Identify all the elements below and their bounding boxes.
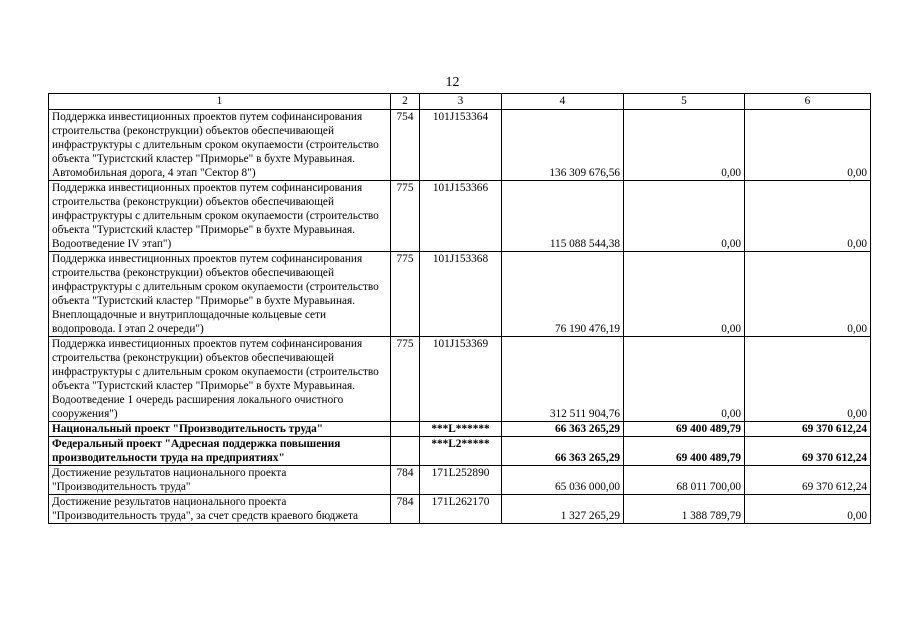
row-value-5-cell: 0,00 [624,337,745,422]
row-value-4-cell: 76 190 476,19 [502,252,624,337]
row-name-cell: Поддержка инвестиционных проектов путем софинансирования строительства (реконструкции) объектов обеспечивающей инфраструктуры с длительным сроком окупаемости (строительство объекта "Туристский кластер "Приморье" в бухте Муравьиная. Внеплощадочные и внутриплощадочные кольцевые сети водопровода. I этап 2 очереди") [49,252,391,337]
row-name-cell: Достижение результатов национального проекта "Производительность труда" [49,466,391,495]
row-value-6-cell: 0,00 [745,495,871,524]
row-grbs-cell: 775 [391,252,420,337]
row-grbs-cell: 775 [391,181,420,252]
row-value-4-cell: 115 088 544,38 [502,181,624,252]
row-code-cell: ***L****** [420,422,502,437]
header-cell-6: 6 [745,94,871,110]
header-cell-5: 5 [624,94,745,110]
row-value-4-cell: 136 309 676,56 [502,110,624,181]
row-name-cell: Поддержка инвестиционных проектов путем софинансирования строительства (реконструкции) объектов обеспечивающей инфраструктуры с длительным сроком окупаемости (строительство объекта "Туристский кластер "Приморье" в бухте Муравьиная. Водоотведение 1 очередь расширения локального очистного сооружения") [49,337,391,422]
row-name-cell: Поддержка инвестиционных проектов путем софинансирования строительства (реконструкции) объектов обеспечивающей инфраструктуры с длительным сроком окупаемости (строительство объекта "Туристский кластер "Приморье" в бухте Муравьиная. Автомобильная дорога, 4 этап "Сектор 8") [49,110,391,181]
row-value-6-cell: 0,00 [745,110,871,181]
row-grbs-cell: 784 [391,466,420,495]
row-value-5-cell: 0,00 [624,252,745,337]
row-code-cell: 101J153366 [420,181,502,252]
row-value-4-cell: 312 511 904,76 [502,337,624,422]
row-value-6-cell: 0,00 [745,252,871,337]
row-name-cell: Федеральный проект "Адресная поддержка повышения производительности труда на предприятиях" [49,437,391,466]
table-row [49,252,871,337]
row-value-6-cell: 69 370 612,24 [745,466,871,495]
row-name-cell: Национальный проект "Производительность труда" [49,422,391,437]
row-value-6-cell: 0,00 [745,181,871,252]
row-code-cell: 171L262170 [420,495,502,524]
row-grbs-cell [391,422,420,437]
table-row [49,422,871,437]
table-header-row [49,94,871,110]
row-code-cell: 101J153369 [420,337,502,422]
row-name-cell: Поддержка инвестиционных проектов путем софинансирования строительства (реконструкции) объектов обеспечивающей инфраструктуры с длительным сроком окупаемости (строительство объекта "Туристский кластер "Приморье" в бухте Муравьиная. Водоотведение IV этап") [49,181,391,252]
table-row [49,495,871,524]
row-code-cell: ***L2***** [420,437,502,466]
table-row [49,466,871,495]
row-value-4-cell: 66 363 265,29 [502,422,624,437]
row-value-5-cell: 68 011 700,00 [624,466,745,495]
header-cell-4: 4 [502,94,624,110]
row-value-6-cell: 0,00 [745,337,871,422]
header-cell-1: 1 [49,94,391,110]
row-value-5-cell: 0,00 [624,181,745,252]
row-value-4-cell: 65 036 000,00 [502,466,624,495]
row-code-cell: 101J153368 [420,252,502,337]
row-grbs-cell: 754 [391,110,420,181]
table-row [49,337,871,422]
row-value-6-cell: 69 370 612,24 [745,437,871,466]
row-code-cell: 101J153364 [420,110,502,181]
row-value-4-cell: 1 327 265,29 [502,495,624,524]
row-value-5-cell: 69 400 489,79 [624,422,745,437]
row-grbs-cell: 784 [391,495,420,524]
header-cell-3: 3 [420,94,502,110]
row-value-5-cell: 69 400 489,79 [624,437,745,466]
row-name-cell: Достижение результатов национального проекта "Производительность труда", за счет средств краевого бюджета [49,495,391,524]
table-row [49,110,871,181]
row-value-6-cell: 69 370 612,24 [745,422,871,437]
table-row [49,181,871,252]
row-value-5-cell: 1 388 789,79 [624,495,745,524]
row-value-5-cell: 0,00 [624,110,745,181]
budget-table [48,93,871,524]
row-grbs-cell [391,437,420,466]
row-value-4-cell: 66 363 265,29 [502,437,624,466]
row-code-cell: 171L252890 [420,466,502,495]
row-grbs-cell: 775 [391,337,420,422]
header-cell-2: 2 [391,94,420,110]
page-number: 12 [445,75,460,90]
table-row [49,437,871,466]
